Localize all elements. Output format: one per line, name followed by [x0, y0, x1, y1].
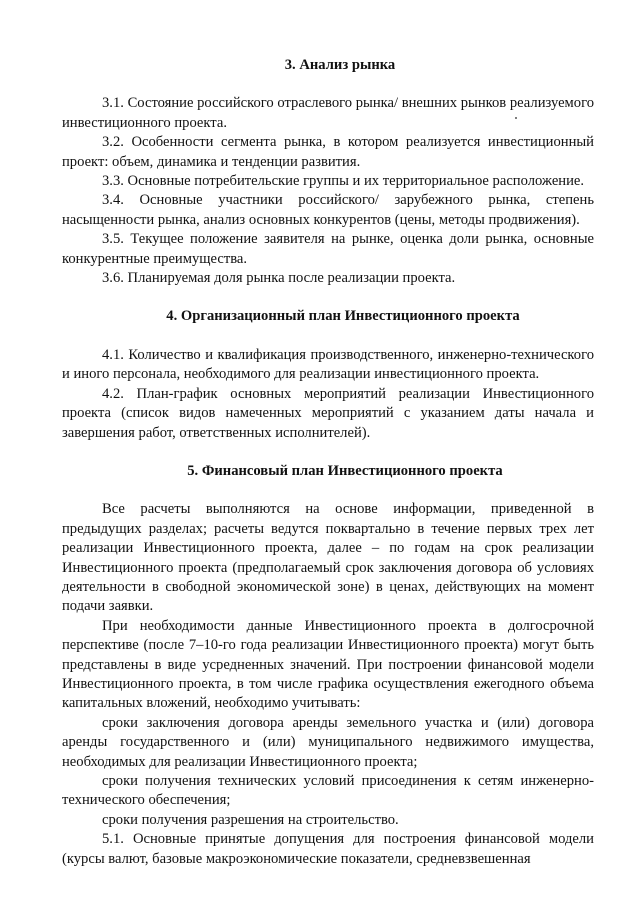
section-3-heading: 3. Анализ рынка — [284, 57, 396, 73]
paragraph-3-6: 3.6. Планируемая доля рынка после реализации проекта. — [102, 270, 456, 287]
document-page — [62, 56, 594, 869]
paragraph-5-1: 5.1. Основные принятые допущения для построения финансовой модели (курсы валют, базовые макроэкономические показатели, средневзвешенная — [62, 831, 594, 867]
paragraph-5-long-term: При необходимости данные Инвестиционного проекта в долгосрочной перспективе (после 7–10-го года реализации Инвестиционного проекта) могут быть представлены в виде усредненных значений. При построении финансовой модели Инвестиционного проекта, в том числе графика осуществления ежегодного объема капитальных вложений, необходимо учитывать: — [62, 617, 594, 712]
scan-speck — [515, 117, 517, 119]
paragraph-3-1: 3.1. Состояние российского отраслевого рынка/ внешних рынков реализуемого инвестиционного проекта. — [62, 95, 594, 131]
paragraph-3-5: 3.5. Текущее положение заявителя на рынке, оценка доли рынка, основные конкурентные преимущества. — [62, 231, 594, 267]
paragraph-4-1: 4.1. Количество и квалификация производственного, инженерно-технического и иного персонала, необходимого для реализации инвестиционного проекта. — [62, 346, 594, 383]
paragraph-5-lease-terms: сроки заключения договора аренды земельного участка и (или) договора аренды государственного и (или) муниципального недвижимого имущества, необходимых для реализации Инвестиционного проекта; — [62, 714, 594, 770]
paragraph-5-technical-conditions: сроки получения технических условий присоединения к сетям инженерно-технического обеспечения; — [62, 773, 594, 809]
paragraph-5-intro: Все расчеты выполняются на основе информации, приведенной в предыдущих разделах; расчеты ведутся поквартально в течение первых трех лет реализации Инвестиционного проекта, далее – по годам на срок реализации Инвестиционного проекта (предполагаемый срок заключения договора об условиях деятельности в свободной экономической зоне) в ценах, действующих на момент подачи заявки. — [62, 501, 594, 615]
paragraph-3-2: 3.2. Особенности сегмента рынка, в котором реализуется инвестиционный проект: объем, динамика и тенденции развития. — [62, 134, 594, 170]
section-4-heading: 4. Организационный план Инвестиционного проекта — [166, 308, 520, 325]
paragraph-4-2: 4.2. План-график основных мероприятий реализации Инвестиционного проекта (список видов намеченных мероприятий с указанием даты начала и завершения работ, ответственных исполнителей). — [62, 385, 594, 441]
paragraph-5-building-permit: сроки получения разрешения на строительство. — [102, 811, 399, 828]
section-5-heading: 5. Финансовый план Инвестиционного проекта — [187, 462, 503, 479]
paragraph-3-3: 3.3. Основные потребительские группы и их территориальное расположение. — [102, 173, 585, 190]
paragraph-3-4: 3.4. Основные участники российского/ зарубежного рынка, степень насыщенности рынка, анализ основных конкурентов (цены, методы продвижения). — [62, 192, 594, 228]
